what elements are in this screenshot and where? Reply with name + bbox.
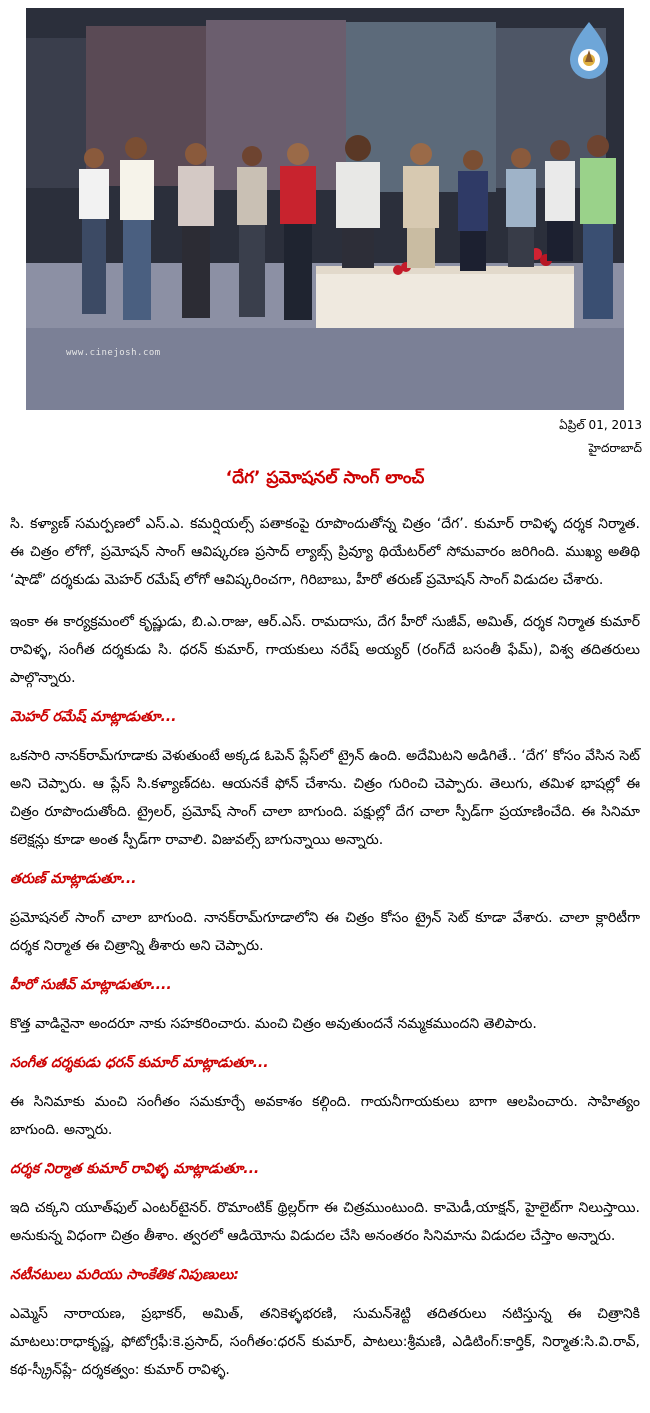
section-paragraph-tarun: ప్రమోషనల్ సాంగ్ చాలా బాగుంది. నానక్‌రామ్‌గూడాలోని ఈ చిత్రం కోసం ట్రైన్ సెట్ కూడా వేశారు. చాలా క్లారిటీగా దర్శక నిర్మాత ఈ చిత్రాన్ని తీశారు అని చెప్పారు. [10,910,640,954]
section-paragraph-dharan-kumar: ఈ సినిమాకు మంచి సంగీతం సమకూర్చే అవకాశం కల్గింది. గాయనీగాయకులు బాగా ఆలపించారు. సాహిత్యం బాగుంది. అన్నారు. [10,1094,640,1138]
cinejosh-logo-icon [568,20,610,82]
photo-watermark: www.cinejosh.com [66,348,161,358]
article-body [10,510,640,1398]
section-paragraph-hero-sujeev: కొత్త వాడినైనా అందరూ నాకు సహకరించారు. మంచి చిత్రం అవుతుందనే నమ్మకముందని తెలిపారు. [10,1016,537,1032]
section-heading-kumar-ravilla: దర్శక నిర్మాత కుమార్ రావిళ్ళ మాట్లాడుతూ... [10,1161,260,1177]
section-paragraph-mehar-ramesh: ఒకసారి నానక్‌రామ్‌గూడాకు వెళుతుంటే అక్కడ ఓపెన్ ప్లేస్‌లో ట్రైన్ ఉంది. అదేమిటని అడిగితే.. ‘దేగ’ కోసం వేసిన సెట్ అని చెప్పారు. ఆ ప్లేస్ సి.కళ్యాణ్‌దట. ఆయనకే ఫోన్ చేశాను. చిత్రం గురించి చెప్పారు. తెలుగు, తమిళ భాషల్లో ఈ చిత్రం రూపొందుతోంది. ట్రైలర్, ప్రమోష్ సాంగ్ చాలా బాగుంది. పక్షుల్లో దేగ చాలా స్పీడ్‌గా ప్రయాణించేది. ఈ సినిమా కలెక్షన్లు కూడా అంత స్పీడ్‌గా రావాలి. విజువల్స్ బాగున్నాయి అన్నారు. [10,748,640,848]
article-headline: ‘దేగ’ ప్రమోషనల్ సాంగ్ లాంచ్ [225,468,425,488]
event-photo [26,8,624,410]
intro-paragraph-2: ఇంకా ఈ కార్యక్రమంలో కృష్ణుడు, బి.ఎ.రాజు, ఆర్.ఎస్. రామదాసు, దేగ హీరో సుజీవ్, అమిత్, దర్శక నిర్మాత కుమార్ రావిళ్ళ, సంగీత దర్శకుడు సి. ధరన్ కుమార్, గాయకులు నరేష్ అయ్యర్ (రంగ్‌దే బసంతీ ఫేమ్), విశ్వ తదితరులు పాల్గొన్నారు. [10,614,640,686]
section-heading-mehar-ramesh: మెహర్ రమేష్ మాట్లాడుతూ... [10,709,177,725]
article-date: ఏప్రిల్ 01, 2013 [559,418,642,432]
section-paragraph-kumar-ravilla: ఇది చక్కని యూత్‌ఫుల్ ఎంటర్‌టైనర్. రొమాంటిక్ థ్రిల్లర్‌గా ఈ చిత్రముంటుంది. కామెడీ,యాక్షన్, హైలైట్‌గా నిలుస్తాయి. అనుకున్న విధంగా చిత్రం తీశాం. త్వరలో ఆడియోను విడుదల చేసి అనంతరం సినిమాను విడుదల చేస్తాం అన్నారు. [10,1200,640,1244]
section-paragraph-cast-crew: ఎమ్మెస్ నారాయణ, ప్రభాకర్, అమిత్, తనికెళ్ళభరణి, సుమన్‌శెట్టి తదితరులు నటిస్తున్న ఈ చిత్రానికి మాటలు:రాధాకృష్ణ, ఫోటోగ్రఫీ:కె.ప్రసాద్, సంగీతం:ధరన్ కుమార్, పాటలు:శ్రీమణి, ఎడిటింగ్:కార్తిక్, నిర్మాత:సి.వి.రావ్, కథ-స్క్రీన్‌ప్లే- దర్శకత్వం: కుమార్ రావిళ్ళ. [10,1306,640,1378]
section-heading-hero-sujeev: హీరో సుజీవ్ మాట్లాడుతూ.... [10,977,172,993]
section-heading-cast-crew: నటీనటులు మరియు సాంకేతిక నిపుణులు: [10,1267,239,1283]
section-heading-dharan-kumar: సంగీత దర్శకుడు ధరన్ కుమార్ మాట్లాడుతూ... [10,1055,269,1071]
article-place: హైదరాబాద్ [588,441,642,455]
intro-paragraph-1: సి. కళ్యాణ్ సమర్పణలో ఎస్.ఎ. కమర్షియల్స్ పతాకంపై రూపొందుతోన్న చిత్రం ‘దేగ’. కుమార్ రావిళ్ళ దర్శక నిర్మాత. ఈ చిత్రం లోగో, ప్రమోషన్ సాంగ్ ఆవిష్కరణ ప్రసాద్ ల్యాబ్స్ ప్రివ్యూ థియేటర్‌లో సోమవారం జరిగింది. ముఖ్య అతిథి ‘షాడో’ దర్శకుడు మెహర్ రమేష్ లోగో ఆవిష్కరించగా, గిరిబాబు, హీరో తరుణ్ ప్రమోషన్ సాంగ్ విడుదల చేశారు. [10,516,640,588]
section-heading-tarun: తరుణ్ మాట్లాడుతూ... [10,871,137,887]
